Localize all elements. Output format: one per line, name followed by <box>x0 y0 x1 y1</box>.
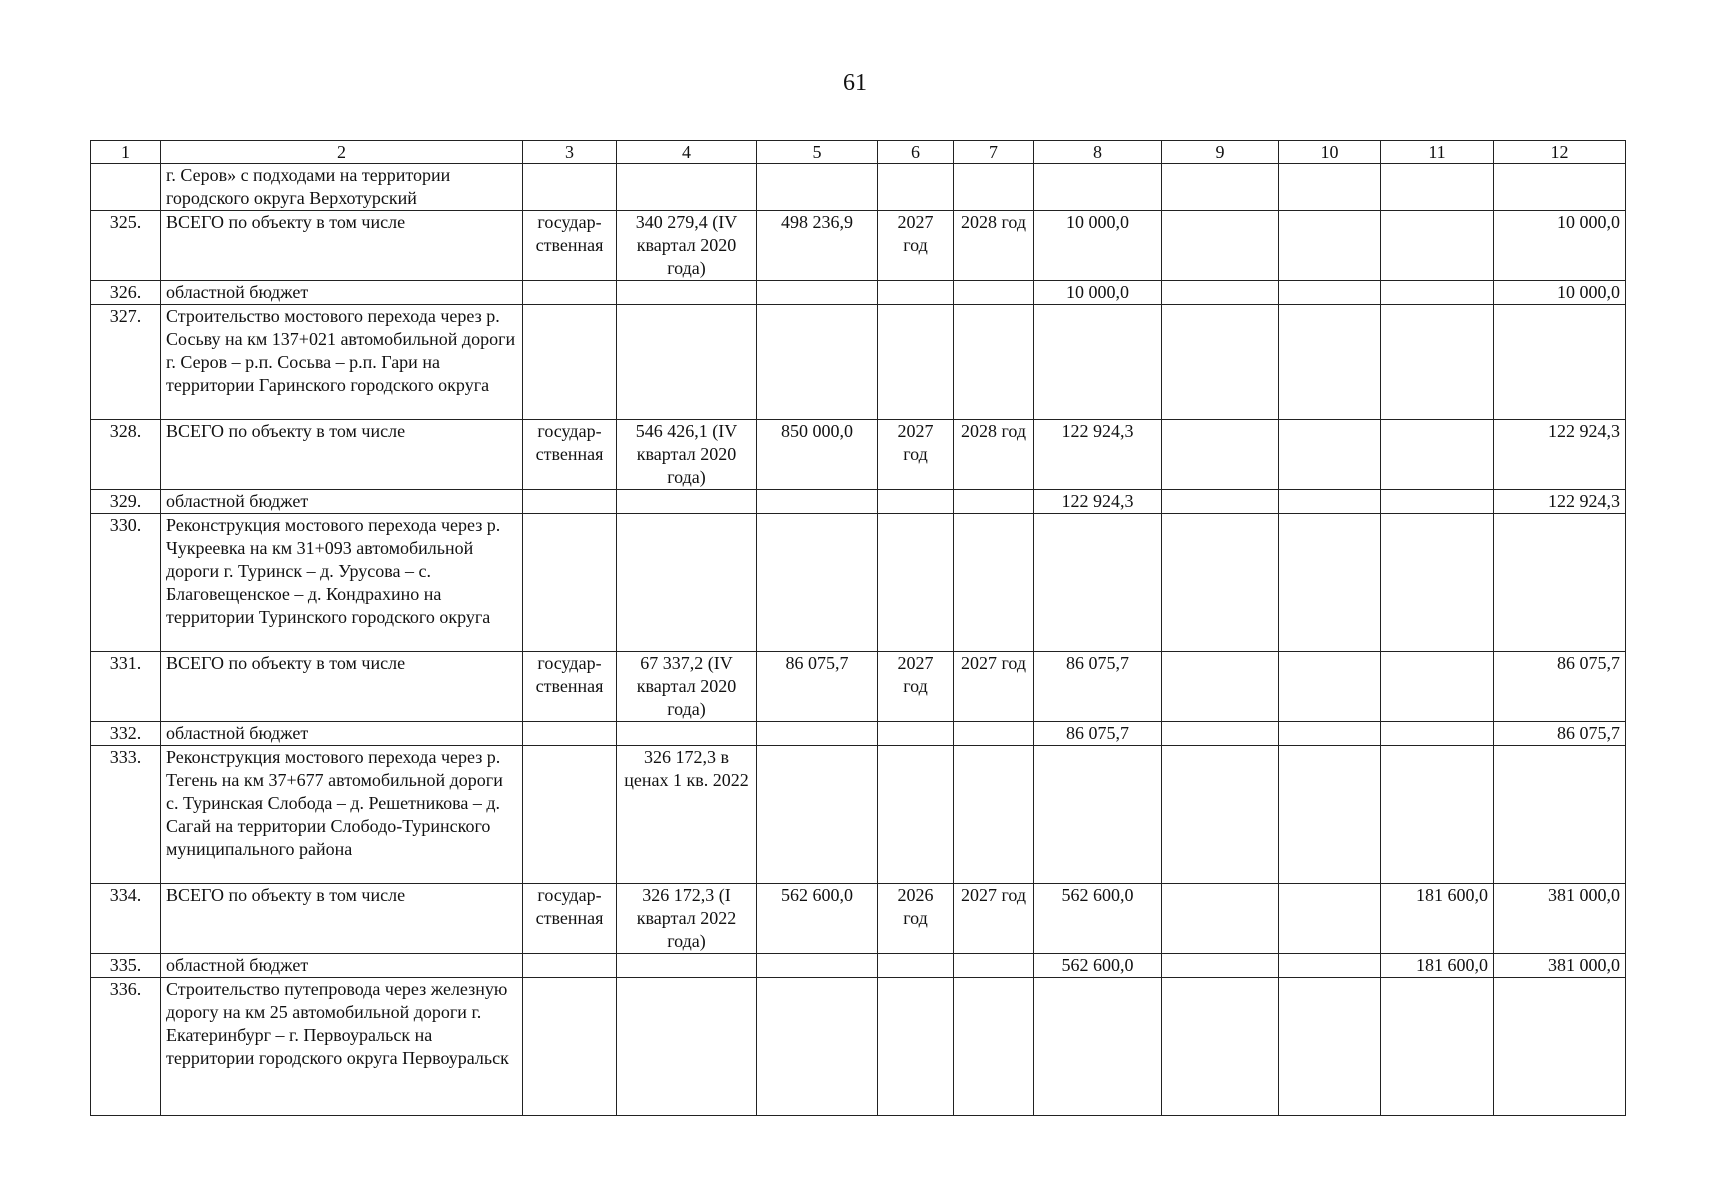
cell-col-4 <box>617 954 757 978</box>
cell-col-8: 562 600,0 <box>1034 884 1162 954</box>
table-row <box>91 164 1626 211</box>
cell-col-7: 2027 год <box>954 652 1034 722</box>
cell-col-2: Реконструкция мостового перехода через р. Чукреевка на км 31+093 автомобильной дороги г. Туринск – д. Урусова – с. Благовещенское – д. Кондрахино на территории Туринского городского округа <box>161 514 523 652</box>
cell-col-12 <box>1494 164 1626 211</box>
cell-col-6: 2026 год <box>878 884 954 954</box>
cell-col-1: 330. <box>91 514 161 652</box>
table-row <box>91 211 1626 281</box>
cell-col-7 <box>954 281 1034 305</box>
cell-col-2: ВСЕГО по объекту в том числе <box>161 884 523 954</box>
cell-col-4 <box>617 305 757 420</box>
cell-col-7: 2028 год <box>954 211 1034 281</box>
cell-col-3 <box>523 954 617 978</box>
table-row <box>91 490 1626 514</box>
column-header: 9 <box>1162 141 1279 164</box>
cell-col-3: государ-ственная <box>523 884 617 954</box>
cell-col-8: 122 924,3 <box>1034 490 1162 514</box>
cell-col-9 <box>1162 746 1279 884</box>
cell-col-10 <box>1279 420 1381 490</box>
cell-col-4 <box>617 164 757 211</box>
cell-col-1: 326. <box>91 281 161 305</box>
cell-col-5 <box>757 722 878 746</box>
cell-col-10 <box>1279 281 1381 305</box>
cell-col-5 <box>757 746 878 884</box>
cell-col-3: государ-ственная <box>523 420 617 490</box>
cell-col-6 <box>878 954 954 978</box>
cell-col-3 <box>523 722 617 746</box>
cell-col-7 <box>954 490 1034 514</box>
cell-col-11: 181 600,0 <box>1381 954 1494 978</box>
cell-col-7 <box>954 978 1034 1116</box>
cell-col-8: 10 000,0 <box>1034 281 1162 305</box>
table-row <box>91 722 1626 746</box>
cell-col-5 <box>757 954 878 978</box>
table-row <box>91 954 1626 978</box>
cell-col-8 <box>1034 978 1162 1116</box>
cell-col-4 <box>617 281 757 305</box>
cell-col-4: 340 279,4 (IV квартал 2020 года) <box>617 211 757 281</box>
cell-col-2: ВСЕГО по объекту в том числе <box>161 420 523 490</box>
cell-col-9 <box>1162 305 1279 420</box>
cell-col-10 <box>1279 211 1381 281</box>
cell-col-7 <box>954 722 1034 746</box>
cell-col-9 <box>1162 954 1279 978</box>
cell-col-11 <box>1381 305 1494 420</box>
cell-col-9 <box>1162 722 1279 746</box>
cell-col-9 <box>1162 652 1279 722</box>
column-header: 2 <box>161 141 523 164</box>
cell-col-1: 333. <box>91 746 161 884</box>
cell-col-10 <box>1279 884 1381 954</box>
column-header: 8 <box>1034 141 1162 164</box>
cell-col-9 <box>1162 211 1279 281</box>
cell-col-11 <box>1381 164 1494 211</box>
cell-col-6 <box>878 164 954 211</box>
cell-col-7 <box>954 746 1034 884</box>
cell-col-2: Строительство мостового перехода через р. Сосьву на км 137+021 автомобильной дороги г. Серов – р.п. Сосьва – р.п. Гари на территории Гаринского городского округа <box>161 305 523 420</box>
cell-col-1: 327. <box>91 305 161 420</box>
cell-col-2: г. Серов» с подходами на территории городского округа Верхотурский <box>161 164 523 211</box>
table-row <box>91 305 1626 420</box>
cell-col-12: 381 000,0 <box>1494 884 1626 954</box>
column-header: 3 <box>523 141 617 164</box>
cell-col-9 <box>1162 281 1279 305</box>
cell-col-4: 546 426,1 (IV квартал 2020 года) <box>617 420 757 490</box>
table-row <box>91 514 1626 652</box>
cell-col-5 <box>757 164 878 211</box>
cell-col-6 <box>878 281 954 305</box>
cell-col-1: 332. <box>91 722 161 746</box>
cell-col-7 <box>954 954 1034 978</box>
cell-col-9 <box>1162 514 1279 652</box>
cell-col-9 <box>1162 164 1279 211</box>
cell-col-12: 10 000,0 <box>1494 281 1626 305</box>
cell-col-3 <box>523 746 617 884</box>
cell-col-7: 2028 год <box>954 420 1034 490</box>
cell-col-9 <box>1162 978 1279 1116</box>
cell-col-9 <box>1162 420 1279 490</box>
cell-col-12: 122 924,3 <box>1494 490 1626 514</box>
cell-col-7 <box>954 514 1034 652</box>
cell-col-3 <box>523 514 617 652</box>
cell-col-3 <box>523 164 617 211</box>
cell-col-8 <box>1034 746 1162 884</box>
cell-col-6 <box>878 978 954 1116</box>
cell-col-10 <box>1279 722 1381 746</box>
cell-col-11 <box>1381 978 1494 1116</box>
column-header: 6 <box>878 141 954 164</box>
cell-col-6 <box>878 722 954 746</box>
column-header: 4 <box>617 141 757 164</box>
cell-col-10 <box>1279 746 1381 884</box>
cell-col-5 <box>757 490 878 514</box>
page-number: 61 <box>843 70 867 96</box>
cell-col-11 <box>1381 211 1494 281</box>
cell-col-4 <box>617 978 757 1116</box>
cell-col-10 <box>1279 305 1381 420</box>
column-header: 10 <box>1279 141 1381 164</box>
cell-col-2: ВСЕГО по объекту в том числе <box>161 211 523 281</box>
cell-col-10 <box>1279 978 1381 1116</box>
cell-col-4 <box>617 722 757 746</box>
column-header: 12 <box>1494 141 1626 164</box>
cell-col-4: 326 172,3 в ценах 1 кв. 2022 <box>617 746 757 884</box>
cell-col-4 <box>617 490 757 514</box>
cell-col-10 <box>1279 954 1381 978</box>
cell-col-10 <box>1279 652 1381 722</box>
cell-col-12 <box>1494 514 1626 652</box>
table-row <box>91 420 1626 490</box>
cell-col-8: 122 924,3 <box>1034 420 1162 490</box>
cell-col-11 <box>1381 652 1494 722</box>
cell-col-2: ВСЕГО по объекту в том числе <box>161 652 523 722</box>
cell-col-8: 86 075,7 <box>1034 652 1162 722</box>
cell-col-11: 181 600,0 <box>1381 884 1494 954</box>
cell-col-3 <box>523 305 617 420</box>
cell-col-4: 326 172,3 (I квартал 2022 года) <box>617 884 757 954</box>
table-body <box>91 164 1626 1116</box>
cell-col-5: 86 075,7 <box>757 652 878 722</box>
cell-col-6 <box>878 490 954 514</box>
cell-col-1 <box>91 164 161 211</box>
cell-col-1: 331. <box>91 652 161 722</box>
cell-col-5 <box>757 305 878 420</box>
cell-col-9 <box>1162 884 1279 954</box>
cell-col-1: 336. <box>91 978 161 1116</box>
column-header: 1 <box>91 141 161 164</box>
cell-col-1: 329. <box>91 490 161 514</box>
cell-col-12 <box>1494 746 1626 884</box>
cell-col-1: 335. <box>91 954 161 978</box>
column-header: 5 <box>757 141 878 164</box>
cell-col-7: 2027 год <box>954 884 1034 954</box>
cell-col-4 <box>617 514 757 652</box>
cell-col-2: областной бюджет <box>161 490 523 514</box>
table-row <box>91 652 1626 722</box>
cell-col-2: областной бюджет <box>161 281 523 305</box>
cell-col-1: 328. <box>91 420 161 490</box>
cell-col-11 <box>1381 281 1494 305</box>
cell-col-8 <box>1034 514 1162 652</box>
cell-col-12 <box>1494 978 1626 1116</box>
cell-col-11 <box>1381 420 1494 490</box>
cell-col-2: Строительство путепровода через железную дорогу на км 25 автомобильной дороги г. Екатеринбург – г. Первоуральск на территории городского округа Первоуральск <box>161 978 523 1116</box>
cell-col-10 <box>1279 490 1381 514</box>
cell-col-9 <box>1162 490 1279 514</box>
cell-col-12: 122 924,3 <box>1494 420 1626 490</box>
cell-col-11 <box>1381 746 1494 884</box>
cell-col-3 <box>523 490 617 514</box>
table-row <box>91 978 1626 1116</box>
cell-col-5: 850 000,0 <box>757 420 878 490</box>
cell-col-3: государ-ственная <box>523 652 617 722</box>
column-number-header-row <box>91 141 1626 164</box>
cell-col-11 <box>1381 514 1494 652</box>
cell-col-3 <box>523 978 617 1116</box>
cell-col-3: государ-ственная <box>523 211 617 281</box>
cell-col-4: 67 337,2 (IV квартал 2020 года) <box>617 652 757 722</box>
column-header: 7 <box>954 141 1034 164</box>
cell-col-6 <box>878 514 954 652</box>
cell-col-12: 10 000,0 <box>1494 211 1626 281</box>
cell-col-8: 10 000,0 <box>1034 211 1162 281</box>
cell-col-2: Реконструкция мостового перехода через р. Тегень на км 37+677 автомобильной дороги с. Туринская Слобода – д. Решетникова – д. Сагай на территории Слободо-Туринского муниципального района <box>161 746 523 884</box>
cell-col-6 <box>878 746 954 884</box>
cell-col-8: 86 075,7 <box>1034 722 1162 746</box>
cell-col-12: 381 000,0 <box>1494 954 1626 978</box>
budget-table <box>90 140 1626 1116</box>
cell-col-5: 498 236,9 <box>757 211 878 281</box>
cell-col-8 <box>1034 164 1162 211</box>
cell-col-1: 334. <box>91 884 161 954</box>
cell-col-6: 2027 год <box>878 420 954 490</box>
cell-col-12: 86 075,7 <box>1494 652 1626 722</box>
cell-col-5 <box>757 978 878 1116</box>
cell-col-5: 562 600,0 <box>757 884 878 954</box>
cell-col-8 <box>1034 305 1162 420</box>
cell-col-7 <box>954 305 1034 420</box>
cell-col-10 <box>1279 164 1381 211</box>
column-header: 11 <box>1381 141 1494 164</box>
cell-col-3 <box>523 281 617 305</box>
cell-col-6: 2027 год <box>878 652 954 722</box>
cell-col-11 <box>1381 490 1494 514</box>
cell-col-8: 562 600,0 <box>1034 954 1162 978</box>
table-row <box>91 746 1626 884</box>
cell-col-2: областной бюджет <box>161 954 523 978</box>
cell-col-1: 325. <box>91 211 161 281</box>
cell-col-7 <box>954 164 1034 211</box>
table-row <box>91 884 1626 954</box>
cell-col-10 <box>1279 514 1381 652</box>
cell-col-12 <box>1494 305 1626 420</box>
cell-col-5 <box>757 281 878 305</box>
cell-col-6 <box>878 305 954 420</box>
cell-col-6: 2027 год <box>878 211 954 281</box>
table-row <box>91 281 1626 305</box>
cell-col-5 <box>757 514 878 652</box>
cell-col-2: областной бюджет <box>161 722 523 746</box>
cell-col-11 <box>1381 722 1494 746</box>
cell-col-12: 86 075,7 <box>1494 722 1626 746</box>
